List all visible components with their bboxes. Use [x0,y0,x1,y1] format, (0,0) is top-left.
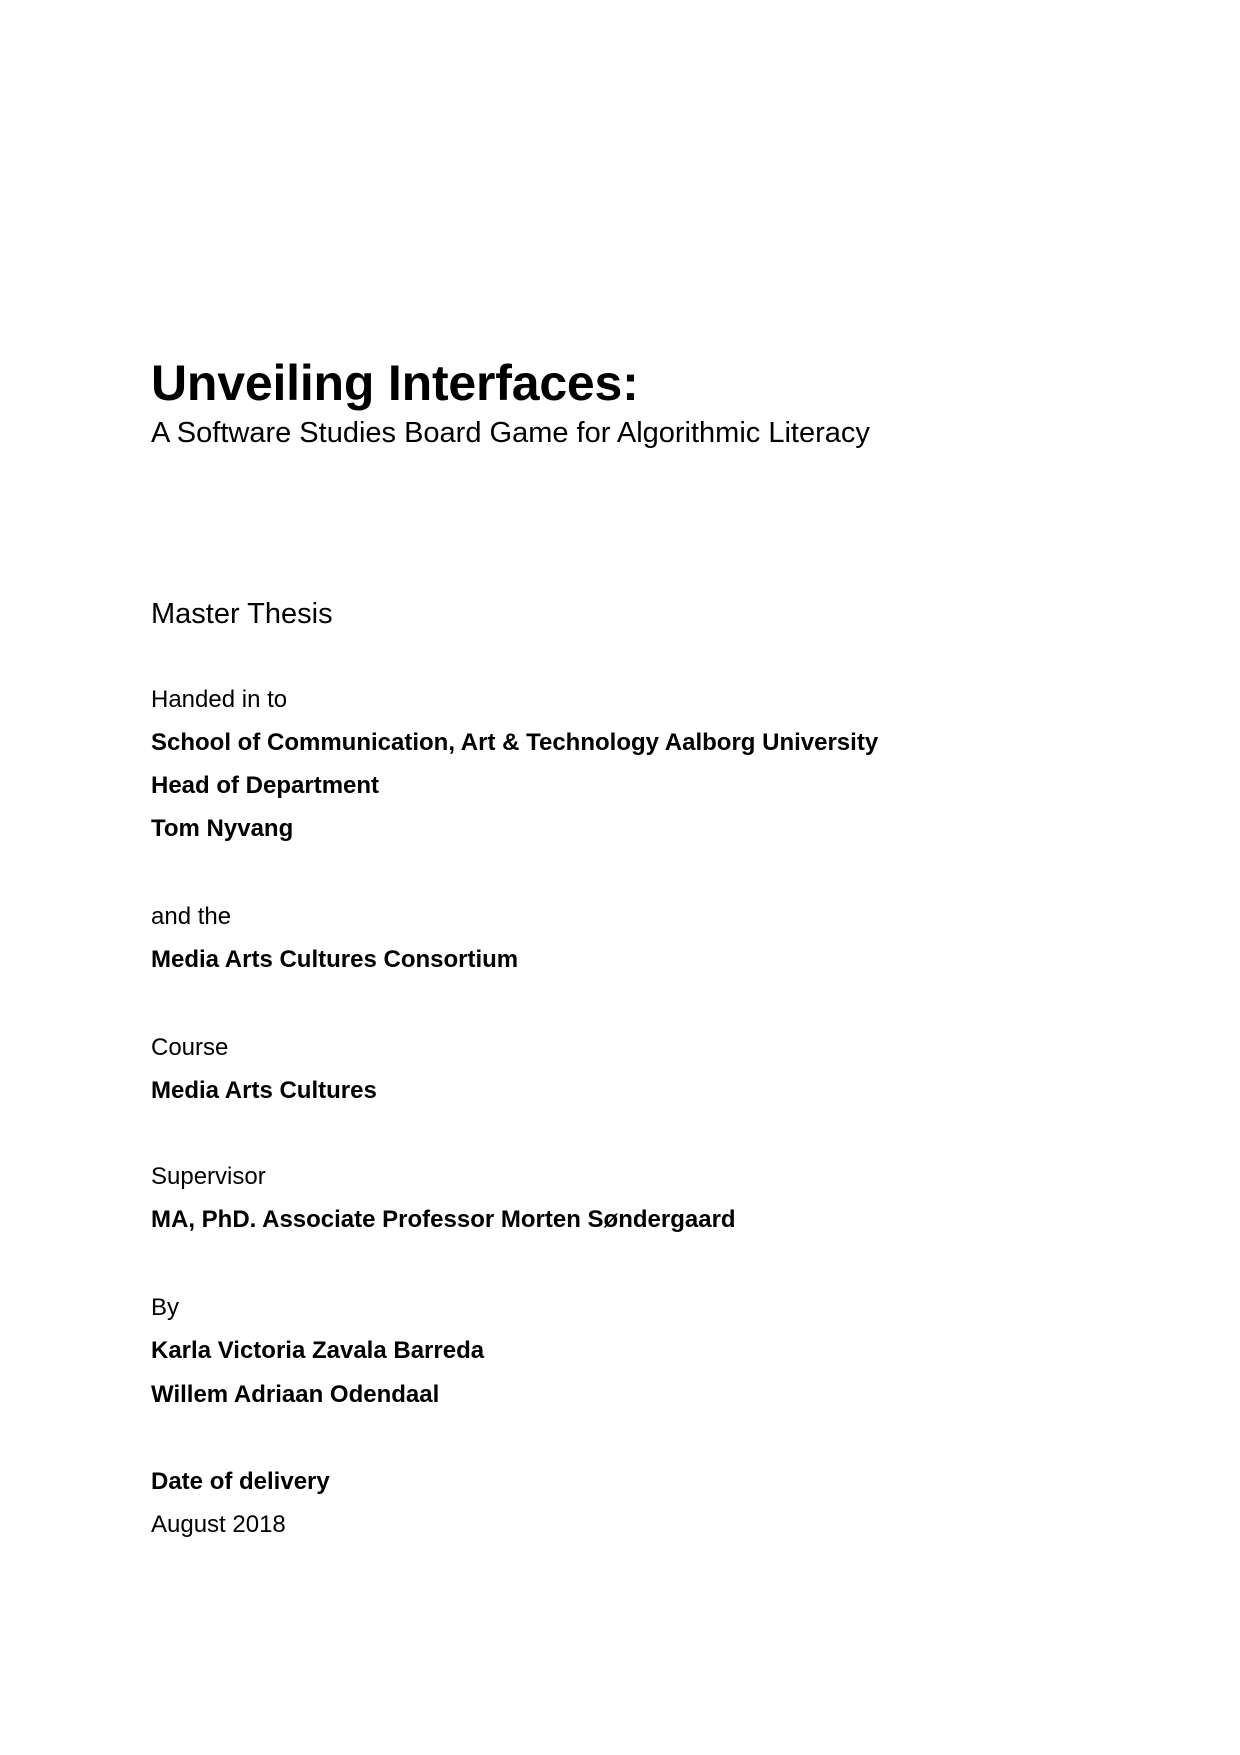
authors-label: By [151,1294,180,1321]
delivery-date: August 2018 [151,1511,286,1538]
document-subtitle: A Software Studies Board Game for Algorithmic Literacy [151,417,870,449]
institution-name: School of Communication, Art & Technology Aalborg University [151,729,879,756]
supervisor-name: MA, PhD. Associate Professor Morten Søndergaard [151,1206,736,1233]
document-title: Unveiling Interfaces: [151,355,639,411]
supervisor-label: Supervisor [151,1163,266,1190]
author-name: Karla Victoria Zavala Barreda [151,1337,485,1364]
consortium-name: Media Arts Cultures Consortium [151,946,519,973]
course-label: Course [151,1034,229,1061]
and-the-label: and the [151,903,232,930]
department-head-name: Tom Nyvang [151,815,294,842]
course-name: Media Arts Cultures [151,1077,377,1104]
document-type: Master Thesis [151,598,333,630]
handed-in-label: Handed in to [151,686,288,713]
author-name: Willem Adriaan Odendaal [151,1381,440,1408]
delivery-label: Date of delivery [151,1468,330,1495]
department-head-title: Head of Department [151,772,380,799]
